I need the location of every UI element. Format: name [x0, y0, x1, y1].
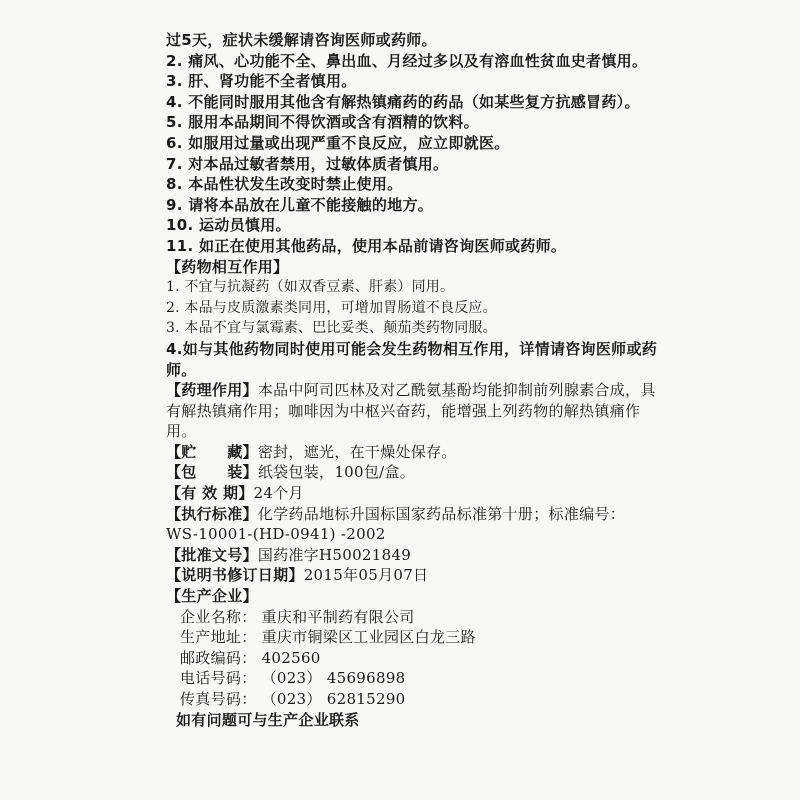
interactions-heading: 【药物相互作用】 [166, 257, 289, 276]
manufacturer-postcode: 邮政编码： 402560 [180, 648, 321, 667]
precaution-line-1: 过5天，症状未缓解请咨询医师或药师。 [166, 31, 437, 49]
package-value: 纸袋包装，100包/盒。 [257, 463, 416, 482]
pharmacology-section [166, 380, 662, 442]
validity-label: 【有 效 期】 [166, 484, 254, 503]
interaction-item-1: 1. 不宜与抗凝药（如双香豆素、肝素）同用。 [166, 279, 455, 296]
manufacturer-address: 生产地址： 重庆市铜梁区工业园区白龙三路 [180, 628, 476, 647]
storage-value: 密封，遮光，在干燥处保存。 [257, 442, 457, 461]
revision-value: 2015年05月07日 [303, 566, 429, 585]
standard-row [166, 504, 666, 525]
storage-row [166, 442, 666, 463]
precaution-item-9: 9. 请将本品放在儿童不能接触的地方。 [166, 195, 434, 214]
leaflet-text [166, 30, 666, 730]
precaution-item-6: 6. 如服用过量或出现严重不良反应，应立即就医。 [166, 133, 510, 152]
precaution-item-7: 7. 对本品过敏者禁用，过敏体质者慎用。 [166, 154, 449, 173]
manufacturer-fax: 传真号码： （023） 62815290 [180, 690, 406, 708]
approval-row [166, 545, 666, 566]
standard-code: WS-10001-(HD-0941) -2002 [166, 525, 386, 544]
validity-row [166, 483, 666, 504]
precaution-item-2: 2. 痛风、心功能不全、鼻出血、月经过多以及有溶血性贫血史者慎用。 [166, 51, 648, 70]
interaction-item-3: 3. 本品不宜与氯霉素、巴比妥类、颠茄类药物同服。 [166, 320, 497, 337]
interaction-item-2: 2. 本品与皮质激素类同用，可增加胃肠道不良反应。 [166, 299, 497, 316]
precaution-item-11: 11. 如正在使用其他药品，使用本品前请咨询医师或药师。 [166, 236, 567, 255]
manufacturer-heading: 【生产企业】 [166, 587, 258, 606]
precaution-item-4: 4. 不能同时服用其他含有解热镇痛药的药品（如某些复方抗感冒药）。 [166, 92, 640, 111]
revision-label: 【说明书修订日期】 [166, 566, 304, 585]
approval-label: 【批准文号】 [166, 545, 258, 564]
manufacturer-name: 企业名称： 重庆和平制药有限公司 [180, 607, 415, 626]
interaction-item-4: 4.如与其他药物同时使用可能会发生药物相互作用，详情请咨询医师或药师。 [166, 339, 658, 379]
standard-label: 【执行标准】 [166, 504, 258, 523]
manufacturer-phone: 电话号码： （023） 45696898 [180, 669, 406, 688]
package-label: 【包 装】 [166, 463, 258, 482]
validity-value: 24个月 [253, 484, 304, 503]
storage-label: 【贮 藏】 [166, 442, 258, 461]
precaution-item-8: 8. 本品性状发生改变时禁止使用。 [166, 175, 403, 194]
pharmacology-text: 本品中阿司匹林及对乙酰氨基酚均能抑制前列腺素合成，具有解热镇痛作用；咖啡因为中枢兴奋药，能增强上列药物的解热镇痛作用。 [166, 381, 656, 441]
revision-row [166, 565, 666, 586]
precaution-item-5: 5. 服用本品期间不得饮酒或含有酒精的饮料。 [166, 113, 479, 132]
precaution-item-3: 3. 肝、肾功能不全者慎用。 [166, 72, 357, 91]
approval-value: 国药准字H50021849 [257, 545, 412, 564]
standard-value: 化学药品地标升国标国家药品标准第十册；标准编号： [257, 504, 626, 523]
precaution-item-10: 10. 运动员慎用。 [166, 216, 291, 235]
manufacturer-contact-note: 如有问题可与生产企业联系 [176, 710, 360, 729]
pharmacology-label: 【药理作用】 [166, 381, 258, 400]
package-row [166, 462, 666, 483]
